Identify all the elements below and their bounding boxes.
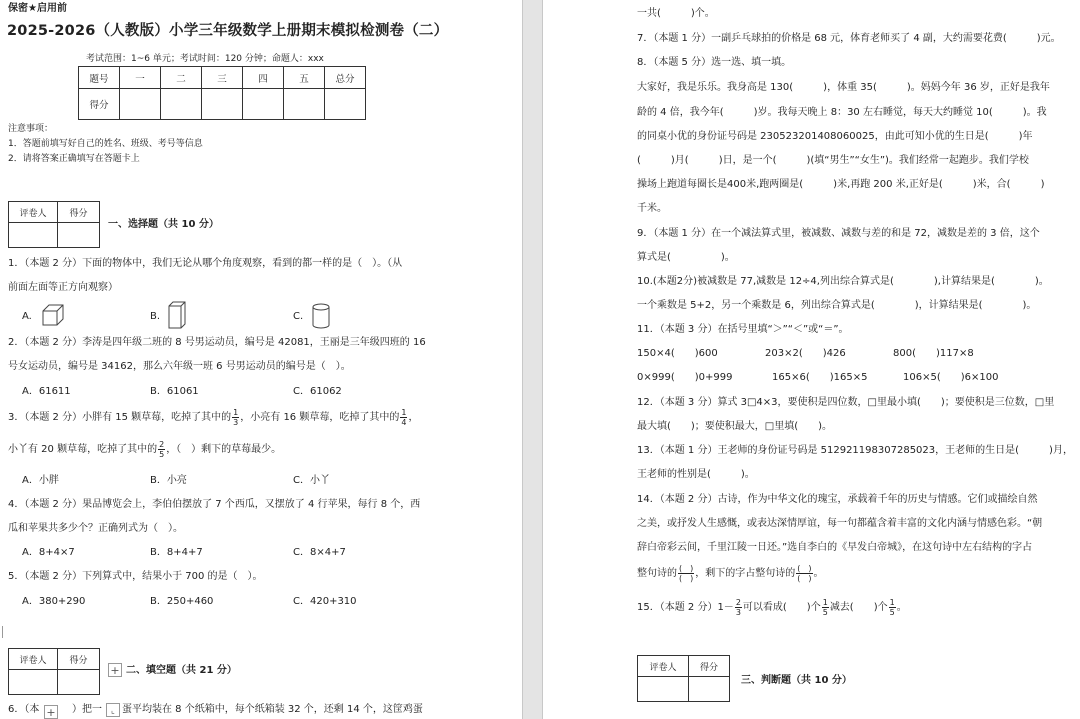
question-text: 2．（本题 2 分）李涛是四年级二班的 8 号男运动员，编号是 42081，王丽是三年级四班的 16 bbox=[8, 337, 426, 348]
question-text: 大家好，我是乐乐。我身高是 130( )，体重 35( )。妈妈今年 36 岁，正好是我年 bbox=[637, 82, 1050, 93]
fraction-numerator: 1 bbox=[233, 407, 239, 417]
fraction-numerator: 1 bbox=[822, 597, 828, 607]
fraction-denominator: ( ) bbox=[679, 573, 694, 583]
resize-handle-icon[interactable]: ⌞ bbox=[106, 703, 120, 717]
grader-table bbox=[637, 655, 730, 702]
option-label: C．61062 bbox=[293, 386, 342, 397]
fraction-denominator: 3 bbox=[735, 607, 741, 617]
option-label: A．380+290 bbox=[22, 596, 86, 607]
question-text-part: 6．（本 bbox=[8, 704, 40, 715]
add-icon[interactable]: + bbox=[108, 663, 122, 677]
question-text bbox=[637, 562, 824, 586]
option-label: B．小亮 bbox=[150, 475, 187, 486]
fraction-denominator: 3 bbox=[233, 417, 239, 427]
fraction bbox=[400, 408, 407, 427]
score-header-cell: 总分 bbox=[325, 67, 366, 89]
cuboid-icon bbox=[167, 300, 187, 330]
comparison-item: 0×999( )0+999 bbox=[637, 372, 733, 383]
score-header-cell: 二 bbox=[161, 67, 202, 89]
cube-icon bbox=[41, 303, 65, 327]
page-title: 2025-2026（人教版）小学三年级数学上册期末模拟检测卷（二） bbox=[7, 23, 449, 39]
question-text-part: ，小亮有 16 颗草莓，吃掉了其中的 bbox=[240, 412, 400, 423]
question-text-part: ，剩下的字占整句诗的 bbox=[695, 568, 796, 579]
question-text: 王老师的性别是( )。 bbox=[637, 469, 755, 480]
option-label: A. bbox=[22, 311, 32, 322]
question-text: 操场上跑道每圈长是400米,跑两圈是( )米,再跑 200 米,正好是( )米，合( ) bbox=[637, 179, 1045, 190]
comparison-item: 150×4( )600 bbox=[637, 348, 718, 359]
fraction bbox=[232, 408, 239, 427]
question-text: 4．（本题 2 分）果品博览会上，李伯伯摆放了 7 个西瓜，又摆放了 4 行苹果，每行 8 个，西 bbox=[8, 499, 421, 510]
grader-score-label: 得分 bbox=[58, 649, 100, 670]
question-text-part: 。 bbox=[896, 602, 907, 613]
comparison-item: 203×2( )426 bbox=[765, 348, 846, 359]
section-title: 三、判断题（共 10 分） bbox=[741, 675, 852, 686]
grader-label: 评卷人 bbox=[638, 656, 689, 677]
question-text: 前面左面等正方向观察） bbox=[8, 282, 118, 293]
question-text: 13．（本题 1 分）王老师的身份证号码是 512921198307285023，王老师的生日是( )月， bbox=[637, 445, 1073, 456]
option-label: C．8×4+7 bbox=[293, 547, 346, 558]
note-item: 1．答题前填写好自己的姓名、班级、考号等信息 bbox=[8, 139, 203, 149]
question-text-part: 蛋平均装在 8 个纸箱中，每个纸箱装 32 个，还剩 14 个，这筐鸡蛋 bbox=[122, 704, 423, 715]
question-text-part: 整句诗的 bbox=[637, 568, 677, 579]
blank-fraction bbox=[796, 564, 812, 583]
right-document-page bbox=[543, 0, 1080, 719]
grader-table bbox=[8, 201, 100, 248]
question-text: 算式是( )。 bbox=[637, 252, 735, 263]
question-text: 的同桌小优的身份证号码是 230523201408060025，由此可知小优的生日是( )年 bbox=[637, 131, 1033, 142]
margin-mark bbox=[2, 626, 3, 638]
question-text: 5．（本题 2 分）下列算式中，结果小于 700 的是（ ）。 bbox=[8, 571, 263, 582]
score-header-cell: 一 bbox=[120, 67, 161, 89]
option-label: C. bbox=[293, 311, 304, 322]
question-text: 14．（本题 2 分）古诗，作为中华文化的瑰宝，承载着千年的历史与情感。它们或描绘自然 bbox=[637, 494, 1038, 505]
question-text: 7．（本题 1 分）一副乒乓球拍的价格是 68 元，体育老师买了 4 副，大约需要花费( )元。 bbox=[637, 33, 1061, 44]
fraction-numerator: 2 bbox=[159, 439, 165, 449]
grader-label: 评卷人 bbox=[9, 202, 58, 223]
question-text: ( )月( )日，是一个( )(填“男生”“女生”)。我们经常一起跑步。我们学校 bbox=[637, 155, 1029, 166]
fraction bbox=[889, 598, 896, 617]
question-text-part: 可以看成( )个 bbox=[742, 602, 821, 613]
question-text: 千米。 bbox=[637, 203, 667, 214]
question-text-part: 小丫有 20 颗草莓，吃掉了其中的 bbox=[8, 444, 158, 455]
score-header-cell: 四 bbox=[243, 67, 284, 89]
option-label: A．小胖 bbox=[22, 475, 59, 486]
option-label: A．61611 bbox=[22, 386, 71, 397]
comparison-item: 106×5( )6×100 bbox=[903, 372, 999, 383]
fraction bbox=[735, 598, 742, 617]
question-text: 辞白帝彩云间，千里江陵一日还。”选自李白的《早发白帝城》，在这句诗中左右结构的字占 bbox=[637, 542, 1033, 553]
fraction-denominator: 4 bbox=[401, 417, 407, 427]
question-text: 之美，或抒发人生感慨，或表达深情厚谊，每一句都蕴含着丰富的文化内涵与情感色彩。“朝 bbox=[637, 518, 1043, 529]
score-cell[interactable] bbox=[325, 89, 366, 120]
option-label: B. bbox=[150, 311, 161, 322]
question-text: 号女运动员，编号是 34162，那么六年级一班 6 号男运动员的编号是（ ）。 bbox=[8, 361, 351, 372]
secret-label: 保密★启用前 bbox=[8, 3, 67, 14]
question-text: 瓜和苹果共多少个？正确列式为（ ）。 bbox=[8, 523, 183, 534]
question-text: 10.(本题2分)被减数是 77,减数是 12÷4,列出综合算式是( ),计算结果是( )。 bbox=[637, 276, 1049, 287]
question-text: 8．（本题 5 分）选一选、填一填。 bbox=[637, 57, 792, 68]
grader-table bbox=[8, 648, 100, 695]
score-cell[interactable] bbox=[120, 89, 161, 120]
question-text: 11．（本题 3 分）在括号里填“＞”“＜”或“＝”。 bbox=[637, 324, 849, 335]
question-text: 龄的 4 倍，我今年( )岁。我每天晚上 8：30 左右睡觉，每天大约睡觉 10( )。我 bbox=[637, 107, 1047, 118]
grader-cell[interactable] bbox=[9, 670, 58, 695]
question-text-part: 15．（本题 2 分）1－ bbox=[637, 602, 734, 613]
page-gutter bbox=[522, 0, 543, 719]
question-text-part: ， bbox=[408, 412, 419, 423]
comparison-item: 800( )117×8 bbox=[893, 348, 974, 359]
question-text bbox=[637, 596, 907, 620]
question-text: 一个乘数是 5+2，另一个乘数是 6，列出综合算式是( )，计算结果是( )。 bbox=[637, 300, 1037, 311]
grader-cell[interactable] bbox=[638, 677, 689, 702]
fraction-numerator: ( ) bbox=[797, 563, 812, 573]
grader-cell[interactable] bbox=[9, 223, 58, 248]
score-table bbox=[78, 66, 366, 120]
question-text: 9．（本题 1 分）在一个减法算式里，被减数、减数与差的和是 72，减数是差的 3 倍，这个 bbox=[637, 228, 1040, 239]
fraction-denominator: 5 bbox=[822, 607, 828, 617]
fraction bbox=[158, 440, 165, 459]
question-text-part: 。 bbox=[813, 568, 824, 579]
question-text-part: ）把一 bbox=[72, 704, 102, 715]
score-cell[interactable] bbox=[161, 89, 202, 120]
comparison-item: 165×6( )165×5 bbox=[772, 372, 868, 383]
blank-fraction bbox=[678, 564, 694, 583]
grader-cell[interactable] bbox=[58, 223, 100, 248]
exam-info: 考试范围：1~6 单元；考试时间：120 分钟；命题人：xxx bbox=[86, 54, 324, 64]
question-text: 最大填( )；要使积最大，□里填( )。 bbox=[637, 421, 833, 432]
grader-score-label: 得分 bbox=[689, 656, 730, 677]
section-title: 一、选择题（共 10 分） bbox=[108, 219, 219, 230]
question-text-part: ，（ ）剩下的草莓最少。 bbox=[166, 444, 282, 455]
fraction-numerator: ( ) bbox=[679, 563, 694, 573]
option-label: C．420+310 bbox=[293, 596, 357, 607]
grader-label: 评卷人 bbox=[9, 649, 58, 670]
question-text-part: 减去( )个 bbox=[829, 602, 888, 613]
option-label: A．8+4×7 bbox=[22, 547, 75, 558]
option-label: C．小丫 bbox=[293, 475, 330, 486]
grader-score-label: 得分 bbox=[58, 202, 100, 223]
question-text bbox=[8, 438, 281, 462]
grader-cell[interactable] bbox=[689, 677, 730, 702]
fraction-denominator: 5 bbox=[159, 449, 165, 459]
score-header-cell: 三 bbox=[202, 67, 243, 89]
left-document-page bbox=[0, 0, 522, 719]
option-label: B．61061 bbox=[150, 386, 199, 397]
question-text: 12．（本题 3 分）算式 3□4×3，要使积是四位数，□里最小填( )；要使积是三位数，□里 bbox=[637, 397, 1055, 408]
option-label: B．8+4+7 bbox=[150, 547, 203, 558]
add-icon[interactable]: + bbox=[44, 705, 58, 719]
question-text: 一共( )个。 bbox=[637, 8, 715, 19]
note-item: 2．请将答案正确填写在答题卡上 bbox=[8, 154, 140, 164]
score-row-label: 得分 bbox=[79, 89, 120, 120]
grader-cell[interactable] bbox=[58, 670, 100, 695]
section-title: 二、填空题（共 21 分） bbox=[126, 665, 237, 676]
score-cell[interactable] bbox=[202, 89, 243, 120]
score-cell[interactable] bbox=[284, 89, 325, 120]
question-text: 1．（本题 2 分）下面的物体中，我们无论从哪个角度观察，看到的都一样的是（ ）。（从 bbox=[8, 258, 403, 269]
question-text-part: 3．（本题 2 分）小胖有 15 颗草莓，吃掉了其中的 bbox=[8, 412, 232, 423]
score-header-cell: 五 bbox=[284, 67, 325, 89]
fraction-numerator: 1 bbox=[401, 407, 407, 417]
fraction-denominator: 5 bbox=[889, 607, 895, 617]
score-cell[interactable] bbox=[243, 89, 284, 120]
question-text bbox=[8, 406, 418, 430]
score-header-cell: 题号 bbox=[79, 67, 120, 89]
fraction-numerator: 2 bbox=[735, 597, 741, 607]
option-label: B．250+460 bbox=[150, 596, 214, 607]
fraction-numerator: 1 bbox=[889, 597, 895, 607]
notes-title: 注意事项： bbox=[8, 124, 54, 134]
fraction bbox=[822, 598, 829, 617]
cylinder-icon bbox=[311, 302, 331, 330]
fraction-denominator: ( ) bbox=[797, 573, 812, 583]
